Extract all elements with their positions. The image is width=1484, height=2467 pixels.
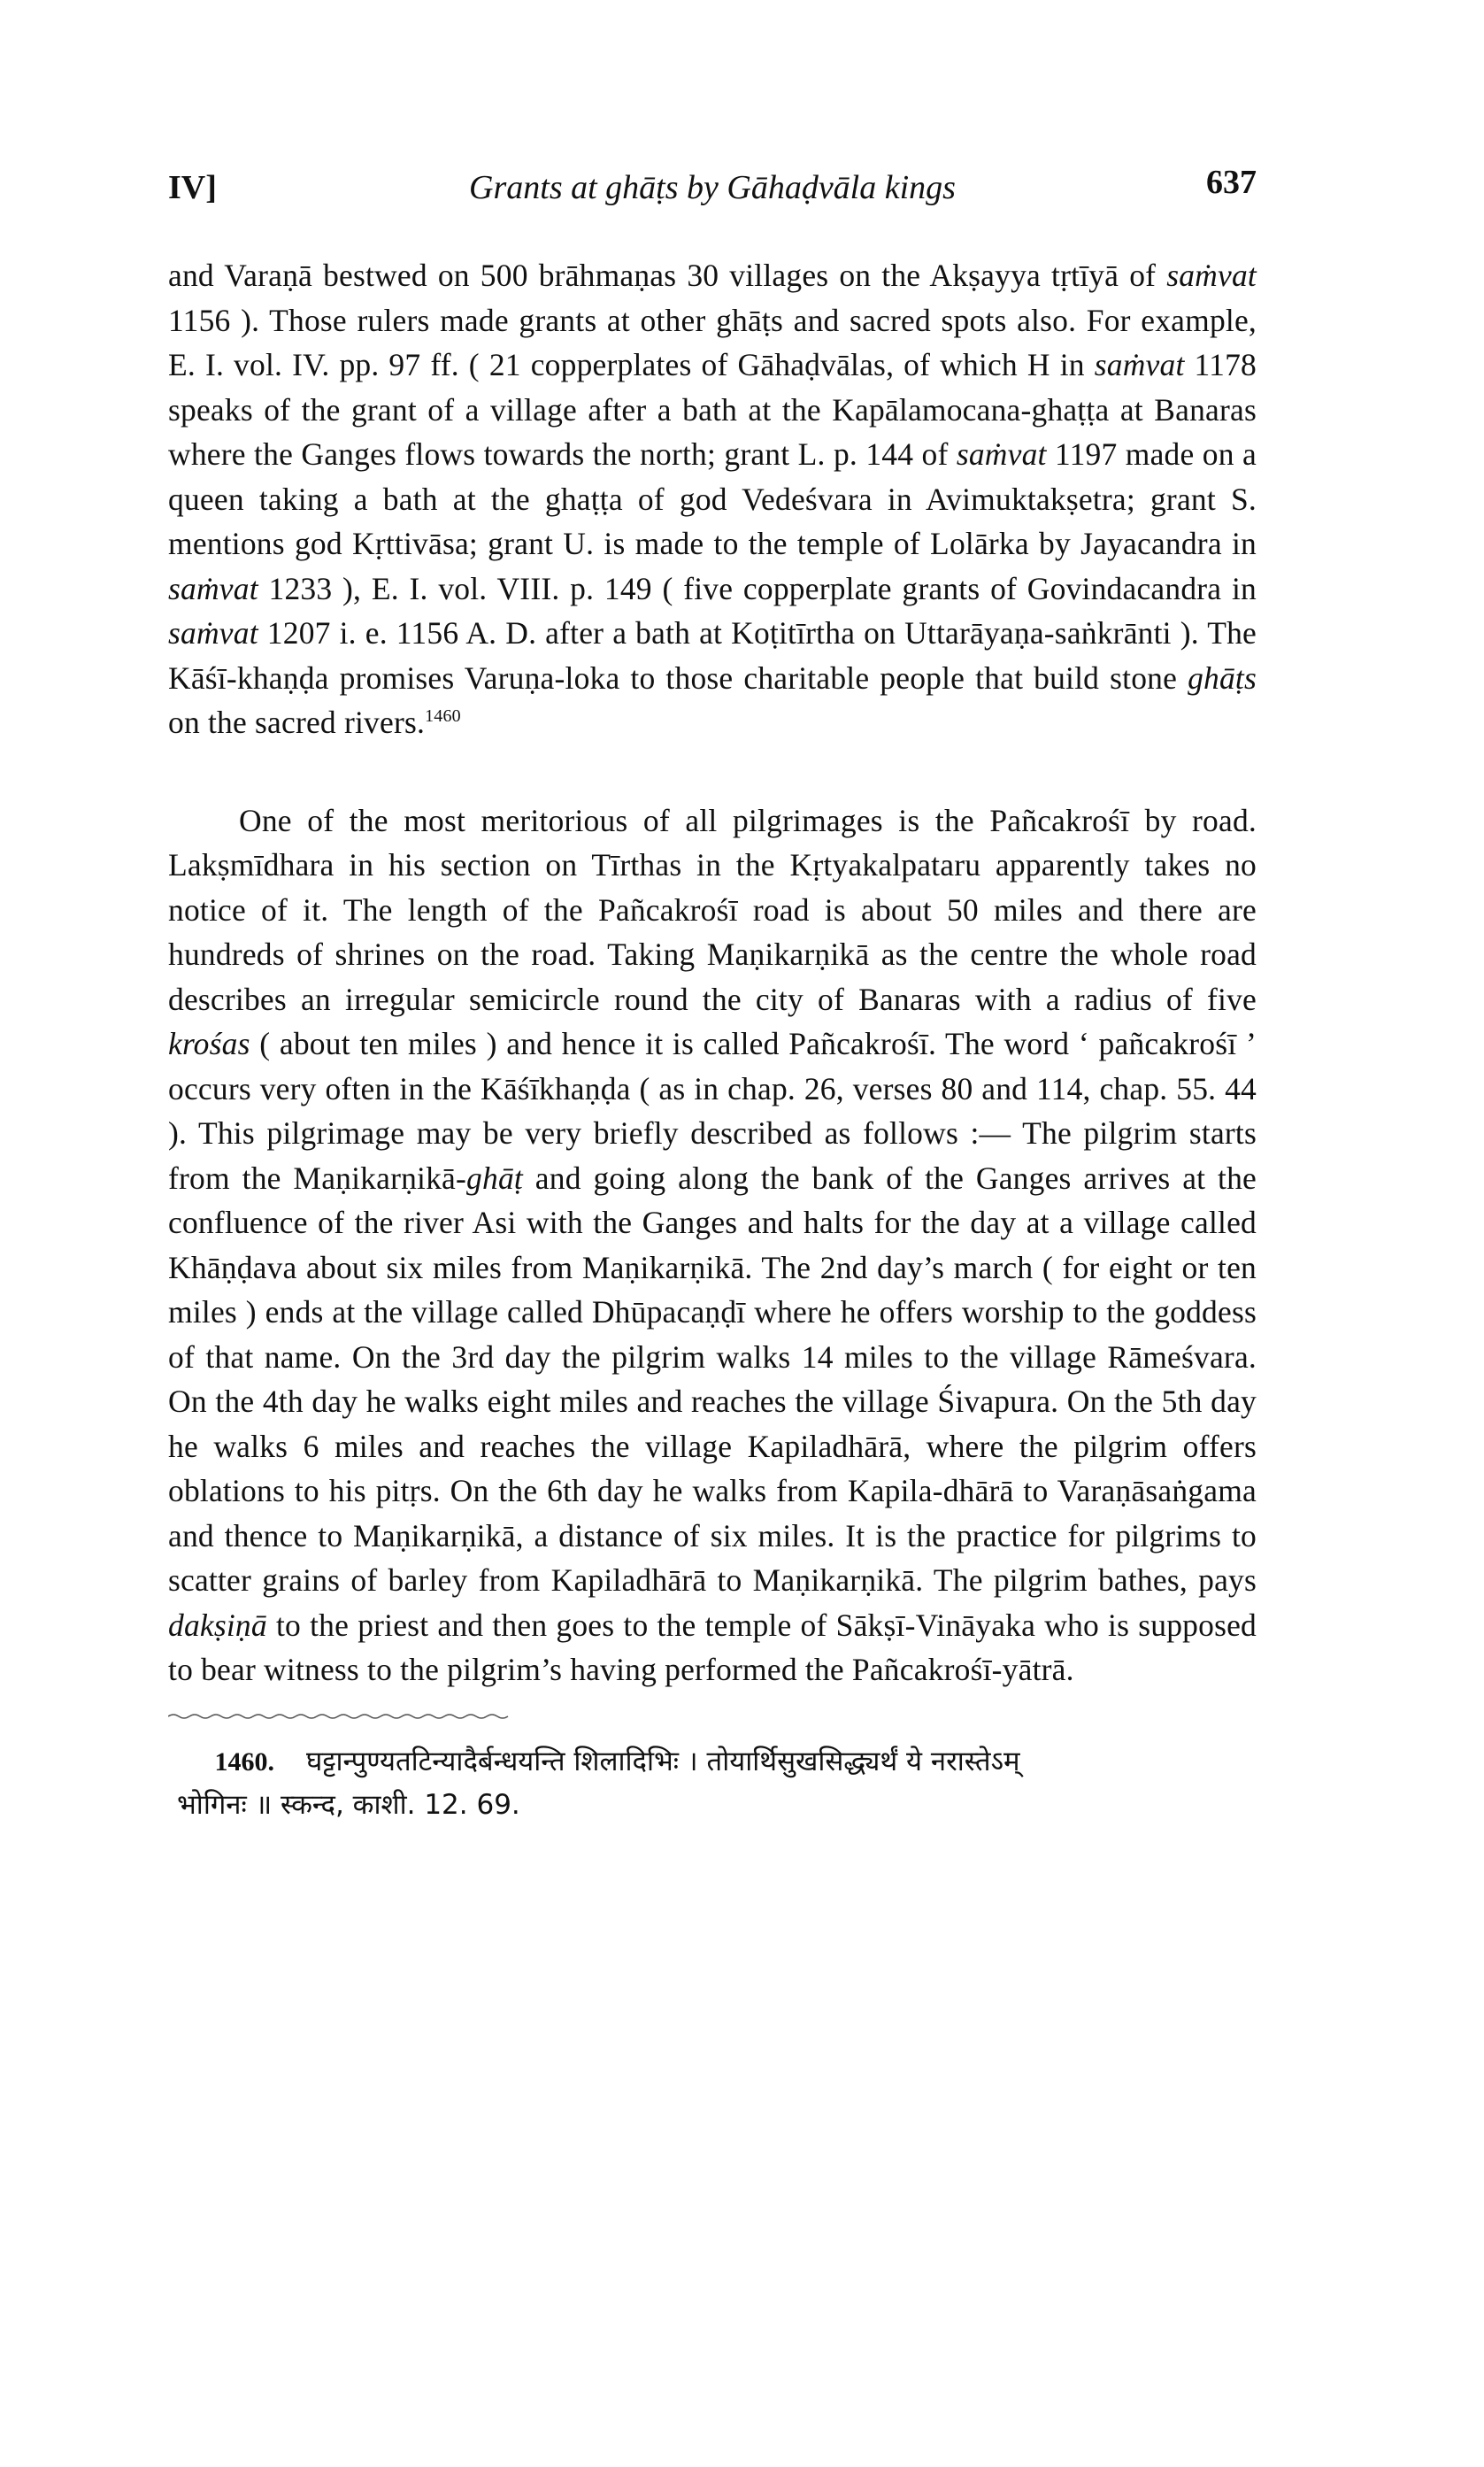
- section-number: IV]: [168, 169, 217, 206]
- footnote-divider: [168, 1712, 513, 1721]
- italic-term: saṁvat: [1094, 347, 1185, 382]
- page-number: 637: [1206, 164, 1257, 201]
- text-run: 1156 ). Those rulers made grants at other ghāṭs and sacred spots also. For example, E. I. vol. IV. pp. 97 ff. ( 21 copperplates of Gāhaḍvālas, of which H in: [168, 302, 1257, 382]
- italic-term: saṁvat: [956, 436, 1047, 472]
- book-page: [168, 150, 1257, 1826]
- paragraph-grants: [168, 253, 1257, 745]
- footnote: [168, 1740, 1257, 1826]
- text-run: 1178 speaks of the grant of a village after a bath at the Kapālamocana-ghaṭṭa at Banaras where the Ganges flows towards the north; grant L. p. 144 of: [168, 347, 1257, 472]
- italic-term: dakṣiṇā: [168, 1607, 267, 1643]
- italic-term: krośas: [168, 1026, 250, 1061]
- running-title: Grants at ghāṭs by Gāhaḍvāla kings: [469, 169, 956, 206]
- italic-term: saṁvat: [168, 570, 258, 606]
- text-run: 1207 i. e. 1156 A. D. after a bath at Koṭitīrtha on Uttarāyaṇa-saṅkrānti ). The Kāśī-khaṇḍa promises Varuṇa-loka to those charitable people that build stone: [168, 615, 1257, 696]
- text-run: One of the most meritorious of all pilgrimages is the Pañcakrośī by road. Lakṣmīdhara in his section on Tīrthas in the Kṛtyakalpataru apparently takes no notice of it. The length of the Pañcakrośī road is about 50 miles and there are hundreds of shrines on the road. Taking Maṇikarṇikā as the centre the whole road describes an irregular semicircle round the city of Banaras with a radius of five: [168, 802, 1257, 1017]
- italic-term: saṁvat: [1166, 258, 1257, 293]
- text-run: 1233 ), E. I. vol. VIII. p. 149 ( five copperplate grants of Govindacandra in: [258, 570, 1257, 606]
- footnote-sanskrit-line-2: भोगिनः ॥ स्कन्द, काशी. 12. 69.: [177, 1788, 520, 1821]
- text-run: on the sacred rivers.: [168, 705, 426, 740]
- italic-term: ghāṭs: [1188, 659, 1257, 696]
- text-run: and going along the bank of the Ganges arrives at the confluence of the river Asi with the Ganges and halts for the day at a village called Khāṇḍava about six miles from Maṇikarṇikā. The 2nd day’s march ( for eight or ten miles ) ends at the village called Dhūpacaṇḍī where he offers worship to the goddess of that name. On the 3rd day the pilgrim walks 14 miles to the village Rāmeśvara. On the 4th day he walks eight miles and reaches the village Śivapura. On the 5th day he walks 6 miles and reaches the village Kapiladhārā, where the pilgrim offers oblations to his pitṛs. On the 6th day he walks from Kapila-dhārā to Varaṇāsaṅgama and thence to Maṇikarṇikā, a distance of six miles. It is the practice for pilgrims to scatter grains of barley from Kapiladhārā to Maṇikarṇikā. The pilgrim bathes, pays: [168, 1160, 1257, 1598]
- italic-term: saṁvat: [168, 615, 258, 651]
- text-run: and Varaṇā bestwed on 500 brāhmaṇas 30 villages on the Akṣayya tṛtīyā of: [168, 258, 1167, 293]
- footnote-number: 1460.: [214, 1746, 274, 1777]
- text-run: 1197 made on a queen taking a bath at the ghaṭṭa of god Vedeśvara in Avimuktakṣetra; grant S. mentions god Kṛttivāsa; grant U. is made to the temple of Lolārka by Jayacandra in: [168, 436, 1257, 561]
- italic-term: ghāṭ: [466, 1160, 523, 1196]
- footnote-reference[interactable]: 1460: [425, 706, 461, 727]
- text-run: to the priest and then goes to the temple of Sākṣī-Vināyaka who is supposed to bear witness to the pilgrim’s having performed the Pañcakrośī-yātrā.: [168, 1607, 1257, 1687]
- paragraph-pancakrosi: [168, 798, 1257, 1692]
- footnote-sanskrit-line-1: घट्टान्पुण्यतटिन्यादैर्बन्धयन्ति शिलादिभिः । तोयार्थिसुखसिद्ध्यर्थं ये नरास्तेऽम्: [306, 1745, 1020, 1777]
- text-run: ( about ten miles ) and hence it is called Pañcakrośī. The word ‘ pañcakrośī ’ occurs very often in the Kāśīkhaṇḍa ( as in chap. 26, verses 80 and 114, chap. 55. 44 ). This pilgrimage may be very briefly described as follows :— The pilgrim starts from the Maṇikarṇikā-: [168, 1026, 1257, 1196]
- running-head: [168, 150, 1257, 212]
